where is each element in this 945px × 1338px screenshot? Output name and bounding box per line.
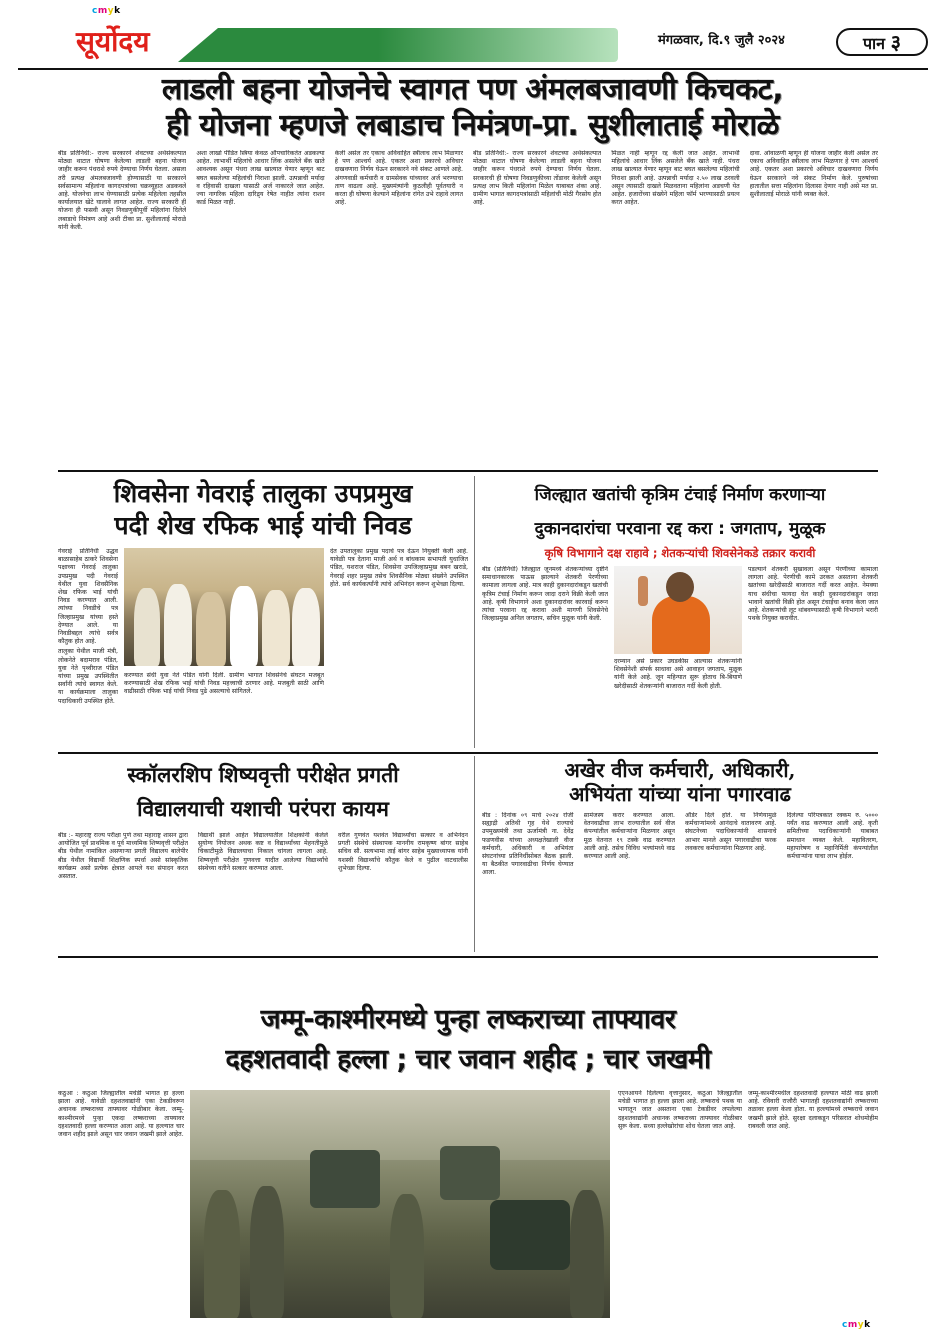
person-figure bbox=[262, 590, 290, 666]
story6-headline bbox=[58, 1000, 878, 1080]
story3-body-right bbox=[748, 566, 878, 748]
story6-headline-line1: जम्मू-काश्मीरमध्ये पुन्हा लष्कराच्या ताफ्यावर bbox=[260, 1004, 676, 1035]
page-number: ३ bbox=[890, 30, 902, 54]
soldier-figure bbox=[570, 1190, 604, 1318]
story6-headline-line2: दहशतवादी हल्ला ; चार जवान शहीद ; चार जखमी bbox=[225, 1044, 711, 1075]
print-registration-mark-top: cmyk bbox=[92, 6, 121, 16]
speaker-figure bbox=[652, 596, 710, 654]
story3-column: दरम्यान असे प्रकार उघडकीस आल्यास शेतकऱ्यांनी शिवसेनेशी संपर्क साधावा असे आवाहन जगताप, मुळूक यांनी केले आहे. जून महिन्यात सुरू होताच बि-बियाणे खरेदीसाठी शेतकऱ्यांनी बाजारात गर्दी केली होती. bbox=[614, 658, 742, 690]
story1-column: बीड प्रतिनिधी:- राज्य सरकारने शेवटच्या अर्थसंकल्पात मोठ्या थाटात घोषणा केलेल्या लाडली बहना योजना जाहीर करून पंधराशे रुपये देण्याचा निर्णय घेतला. सरकारची ही घोषणा निवडणुकीच्या तोंडावर केलेली असून प्रत्यक्ष लाभ किती महिलांना मिळेल याबाबत शंका आहे. ग्रामीण भागात कागदपत्रांसाठी महिलांची मोठी गैरसोय होत आहे. bbox=[472, 150, 602, 207]
story3-subhead: कृषि विभागाने दक्ष राहावे ; शेतकऱ्यांची शिवसेनेकडे तक्रार करावी bbox=[544, 546, 816, 560]
story3-headline-line2: दुकानदारांचा परवाना रद्द करा : जगताप, मुळूक bbox=[534, 519, 826, 539]
masthead bbox=[18, 20, 928, 66]
raised-hand bbox=[638, 576, 648, 606]
story4-column: बीड :- महाराष्ट्र राज्य परीक्षा पुणे तथा महाराष्ट्र शासन द्वारा आयोजित पूर्व प्राथमिक व पूर्व माध्यमिक शिष्यवृत्ती परीक्षेत बीड येथील नामांकित असणाऱ्या प्रगती विद्यालय बालेपीर बीड येथील विद्यार्थी शिक्षणिक स्पर्धा असो सांस्कृतिक कार्यक्रम असो प्रत्येक क्षेत्रात आपले यश संपादन करत असतात. bbox=[58, 832, 188, 881]
story5-headline-line1: अखेर वीज कर्मचारी, अधिकारी, bbox=[564, 758, 796, 782]
military-truck bbox=[310, 1150, 380, 1208]
story5-headline bbox=[482, 758, 878, 806]
story4-headline-line2: विद्यालयाची यशाची परंपरा कायम bbox=[137, 797, 389, 821]
person-figure bbox=[292, 588, 320, 666]
story1-body bbox=[58, 150, 878, 466]
story2-headline-line1: शिवसेना गेवराई तालुका उपप्रमुख bbox=[113, 479, 413, 508]
section-rule bbox=[58, 752, 878, 754]
story2-para: गेवराई प्रतिनिधी उद्धव बाळासाहेब ठाकरे शिवसेना पक्षाच्या गेवराई तालुका उपप्रमुख पदी गेवराई येथील युवा शिवसैनिक शेख रफिक भाई यांची निवड करण्यात आली. त्यांच्या निवडीचे पत्र जिल्हाप्रमुख यांच्या हस्ते देण्यात आले. या निवडीबद्दल त्यांचे सर्वत्र कौतुक होत आहे. bbox=[58, 548, 118, 646]
story2-headline bbox=[58, 478, 468, 542]
column-divider bbox=[474, 756, 475, 952]
military-truck bbox=[440, 1146, 500, 1200]
story3-column: पडल्याने शेतकरी सुखावला असून पेरणीच्या कामाला लागला आहे. पेरणीची कामे उरकत असताना शेतकरी खतांच्या खरेदीसाठी बाजारात गर्दी करत आहेत. नेमक्या याच संधीचा फायदा घेत काही दुकानदारांकडून जादा भावाने खतांची विक्री होत असून टंचाईचा बनाव केला जात आहे. शेतकऱ्यांची लूट थांबवण्यासाठी कृषी विभागाने भरारी पथके नियुक्त करावीत. bbox=[748, 566, 878, 623]
story4-headline-line1: स्कॉलरशिप शिष्यवृत्ती परीक्षेत प्रगती bbox=[127, 763, 399, 787]
page-number-badge bbox=[836, 28, 928, 56]
army-convoy-photo bbox=[190, 1090, 610, 1318]
story1-headline-line1: लाडली बहना योजनेचे स्वागत पण अंमलबजावणी किचकट, bbox=[161, 72, 784, 107]
story6-column: जम्मू-काश्मीरमधील दहशतवादी हल्ल्यात मोठी वाढ झाली आहे. रविवारी राजौरी भागातही दहशतवाद्यांनी लष्कराच्या तळावर हल्ला केला होता. या हल्ल्यांमध्ये लष्कराचे जवान जखमी झाले होते. सुरक्षा दलाकडून परिसरात शोधमोहीम राबवली जात आहे. bbox=[748, 1090, 878, 1130]
person-figure bbox=[134, 588, 160, 666]
soldier-figure bbox=[204, 1190, 240, 1318]
section-rule bbox=[58, 470, 878, 472]
story6-body-left bbox=[58, 1090, 184, 1310]
story5-headline-line2: अभियंता यांच्या यांना पगारवाढ bbox=[569, 782, 791, 806]
story4-body bbox=[58, 832, 468, 952]
story1-column: मिळत नाही म्हणून रद्द केली जात आहेत. लाभार्थी महिलांचे आधार लिंक असलेले बँक खाते नाही. पंधरा लाख खात्यात येणार म्हणून बाट बघत बसलेल्या महिलांची निराशा झाली आहे. उत्पन्नाची मर्यादा २.५० लाख ठरवली असून त्यासाठी दाखले मिळवताना महिलांना अडचणी येत आहेत. हजारोंच्या संख्येने महिला फॉर्म भरण्यासाठी प्रयत्न करत आहेत. bbox=[611, 150, 740, 207]
speaker-photo bbox=[614, 566, 742, 654]
story5-column: सामंजस्य करार करण्यात आला. वेतनवाढीचा लाभ राज्यातील सर्व वीज कंपन्यांतील कर्मचाऱ्यांना मिळणार असून मूळ वेतनात १९ टक्के वाढ करण्यात आली आहे. तसेच विविध भत्त्यांमध्ये वाढ करण्यात आली आहे. bbox=[583, 812, 675, 861]
story6-column: एएनआयने दिलेल्या वृत्तानुसार, कठुआ जिल्ह्यातील मचेडी भागात हा हल्ला झाला आहे. लष्कराचे पथक या भागातून जात असताना एका टेकडीवर लपलेल्या दहशतवाद्यांनी अचानक लष्कराच्या ताफ्यावर गोळीबार सुरू केला. सध्या हल्लेखोरांचा शोध घेतला जात आहे. bbox=[618, 1090, 742, 1130]
story2-body-left bbox=[58, 548, 118, 748]
story5-column: बीड : दिनांक ०९ मार्च २०२४ रोजी सह्याद्री अतिथी गृह येथे राज्याचे उपमुख्यमंत्री तथा ऊर्जामंत्री ना. देवेंद्र फडणवीस यांच्या अध्यक्षतेखाली वीज कर्मचारी, अधिकारी व अभियंता संघटनांच्या प्रतिनिधींसोबत बैठक झाली. या बैठकीत पगारवाढीचा निर्णय घेण्यात आला. bbox=[482, 812, 574, 877]
story1-headline bbox=[20, 72, 925, 144]
armoured-vehicle bbox=[490, 1200, 570, 1270]
story5-column: ऑर्डर दिले होते. या निर्णयामुळे कर्मचाऱ्यांमध्ये आनंदाचे वातावरण आहे. संघटनेच्या पदाधिकाऱ्यांनी शासनाचे आभार मानले असून पगारवाढीचा फरक लवकरच कर्मचाऱ्यांना मिळणार आहे. bbox=[685, 812, 777, 852]
group-photo bbox=[124, 548, 324, 666]
brand-color-bar bbox=[218, 28, 618, 62]
tree-line bbox=[190, 1090, 610, 1160]
story3-column: बीड (प्रतिनिधी) जिल्ह्यात जूनमध्ये शेतकऱ्यांच्या दृष्टीने समाधानकारक पाऊस झाल्याने शेतकरी पेरणीच्या कामाला लागला आहे. मात्र काही दुकानदारांकडून खतांची कृत्रिम टंचाई निर्माण करून जादा दराने विक्री केली जात आहे. कृषी विभागाने अशा दुकानदारांवर कारवाई करून त्यांचा परवाना रद्द करावा अशी मागणी शिवसेनेचे जिल्हाप्रमुख अनिल जगताप, सचिन मुळूक यांनी केली. bbox=[482, 566, 608, 623]
story2-body-right bbox=[330, 548, 468, 748]
newspaper-brand: सूर्योदय bbox=[76, 25, 150, 58]
story2-body-bottom bbox=[124, 672, 324, 748]
section-rule bbox=[58, 956, 878, 958]
story5-column: दिलेल्या परिपत्रकात रक्कम रु. ५००० पर्यंत वाढ करण्यात आली आहे. कृती समितीच्या पदाधिकाऱ्यांनी याबाबत समाधान व्यक्त केले. महावितरण, महापारेषण व महानिर्मिती कंपन्यांतील कर्मचाऱ्यांना याचा लाभ होईल. bbox=[786, 812, 878, 861]
person-figure bbox=[230, 586, 258, 666]
story6-column: कठुआ : कठुआ जिल्ह्यातील मचेडी भागात हा हल्ला झाला आहे. यावेळी दहशतवाद्यांनी एका टेकडीवरून अचानक लष्कराच्या ताफ्यावर गोळीबार केला. जम्मू-काश्मीरमध्ये पुन्हा एकदा लष्कराच्या ताफ्यावर दहशतवादी हल्ला करण्यात आला आहे. या हल्ल्यात चार जवान शहीद झाले असून चार जवान जखमी झाले आहेत. bbox=[58, 1090, 184, 1139]
soldier-figure bbox=[250, 1186, 284, 1318]
story4-column: विद्यार्थी झाले आहेत विद्यालयातील शिक्षकांनी केलेले सुयोग्य नियोजन अथक कष्ट व विद्यार्थ्यांच्या मेहनतीमुळे चिकाटीमुळे विद्यालयाचा निकाल चांगला लागला आहे. शिष्यवृत्ती परीक्षेत गुणवत्ता यादीत आलेल्या विद्यार्थ्यांचे संस्थेच्या वतीने सत्कार करण्यात आला. bbox=[198, 832, 328, 872]
story5-body bbox=[482, 812, 878, 952]
story2-column: देत उपतालुका प्रमुख पदाचे पत्र देऊन नियुक्ती केली आहे. यावेळी पत्र देताना माजी अर्थ व बांधकाम सभापती युधाजित पंडित, यशराज पंडित, शिवसेना उपजिल्हाप्रमुख बबन खराडे, गेवराई शहर प्रमुख तसेच शिवसैनिक मोठ्या संख्येने उपस्थित होते. सर्व कार्यकर्त्यांनी त्यांचे अभिनंदन करून शुभेच्छा दिल्या. bbox=[330, 548, 468, 588]
story3-headline-line1: जिल्ह्यात खतांची कृत्रिम टंचाई निर्माण करणाऱ्या bbox=[534, 485, 826, 505]
story6-body-right bbox=[748, 1090, 878, 1318]
masthead-rule bbox=[18, 68, 928, 70]
story6-body-mid bbox=[618, 1090, 742, 1318]
issue-date: मंगळवार, दि.९ जुलै २०२४ bbox=[658, 33, 785, 48]
page-label: पान bbox=[862, 34, 886, 53]
story1-column: केली असेल तर एकाच अविवाहित स्त्रीलाच लाभ मिळणार हे पण आश्चर्य आहे. एकतर अशा प्रकारचे अविचार दाखवणारा निर्णय घेऊन सरकारने नवे संकट आणले आहे. अंगणवाडी कर्मचारी व ग्रामसेवक यांच्यावर अर्ज भरण्याचा ताण वाढला आहे. मुख्यमंत्र्यांनी कुठलीही पूर्वतयारी न करता ही घोषणा केल्याने महिलांना रांगेत उभे राहावे लागत आहे. bbox=[334, 150, 463, 207]
story2-column: करण्यात संधी युवा नेते पंडित यांनी दिली. ग्रामीण भागात शिवसेनेचे संघटन मजबूत करण्यासाठी शेख रफिक भाई यांची निवड महत्त्वाची ठरणार आहे. मजबुती साठी आणि वाढीसाठी रफिक भाई यांची निवड पुढे असल्याचे सांगितले. bbox=[124, 672, 324, 696]
story1-column: बीड प्रतिनिधी:- राज्य सरकारने शेवटच्या अर्थसंकल्पात मोठ्या थाटात घोषणा केलेल्या लाडली बहना योजना जाहीर करून पंधराशे रुपये देण्याचा निर्णय घेतला. असला तरी प्रत्यक्ष अंमलबजावणी होण्यासाठी या सरकारने सर्वसामान्य महिलांना कागदपत्रांच्या चक्रव्यूहात अडकवले आहे. योजनेचा लाभ घेण्यासाठी प्रत्येक महिलेला तहसील कार्यालयात खेटे घालावे लागत आहेत. राज्य सरकारी ही योजना ही फसवी असून निवडणुकीपूर्वी महिलांना दिलेले लबाडाचे निमंत्रण आहे अशी टीका प्रा. सुशीलाताई मोराळे यांनी केली. bbox=[58, 150, 187, 231]
print-registration-mark-bottom: cmyk bbox=[842, 1320, 871, 1330]
story1-column: दावा. ओवाळणी म्हणून ही योजना जाहीर केली असेल तर एकाच अविवाहित स्त्रीलाच लाभ मिळणार हे पण आश्चर्य आहे. एकतर अशा प्रकारचे अविचार दाखवणारा निर्णय घेऊन सरकारने नवे संकट निर्माण केले. पुरुषांच्या हातातील सत्ता महिलांना दिलासा देणार नाही असे मत प्रा. सुशीलाताई मोराळे यांनी व्यक्त केले. bbox=[749, 150, 878, 199]
soldier-figure bbox=[390, 1194, 424, 1318]
story3-headline bbox=[482, 478, 878, 546]
story2-para: तालुका येथील माजी मंत्री, लोकनेते बदामराव पंडित, युवा नेते पृथ्वीराज पंडित यांच्या प्रमुख उपस्थितीत सर्वांनी त्यांचे स्वागत केले. या कार्यक्रमाला तालुका पदाधिकारी उपस्थित होते. bbox=[58, 648, 118, 705]
speaker-head bbox=[666, 572, 694, 602]
story4-column: वरील गुणवंत यशवंत विद्यार्थ्यांचा सत्कार व अभिनंदन प्रगती संस्थेचे संस्थापक माननीय रामकृष्ण बांगर साहेब सचिव सौ. सत्यभामा ताई बांगर साहेब मुख्याध्यापक यांनी यशस्वी विद्यार्थ्यांचे कौतुक केले व पुढील वाटचालीस शुभेच्छा दिल्या. bbox=[338, 832, 468, 872]
story3-body-mid bbox=[614, 658, 742, 748]
story1-headline-line2: ही योजना म्हणजे लबाडाच निमंत्रण-प्रा. सुशीलाताई मोराळे bbox=[166, 108, 779, 143]
column-divider bbox=[474, 476, 475, 748]
story4-headline bbox=[58, 758, 468, 826]
story1-column: अशा लाखो पीडित स्त्रिया केवळ औपचारिकतेत अडकल्या आहेत. लाभार्थी महिलांचे आधार लिंक असलेले बँक खाते आवश्यक असून पंधरा लाख खात्यात येणार म्हणून बाट बघत बसलेल्या महिलांची निराशा झाली. उत्पन्नाची मर्यादा व रहिवासी दाखला यासाठी अर्ज नाकारले जात आहेत. ज्या नागरिक महिला दारिद्र्य रेषेत नाहीत त्यांना राशन कार्ड मिळत नाही. bbox=[196, 150, 325, 207]
person-figure bbox=[164, 584, 192, 666]
person-figure bbox=[196, 592, 226, 666]
story2-column bbox=[58, 548, 118, 748]
story3-body-left bbox=[482, 566, 608, 748]
story2-headline-line2: पदी शेख रफिक भाई यांची निवड bbox=[114, 511, 412, 540]
